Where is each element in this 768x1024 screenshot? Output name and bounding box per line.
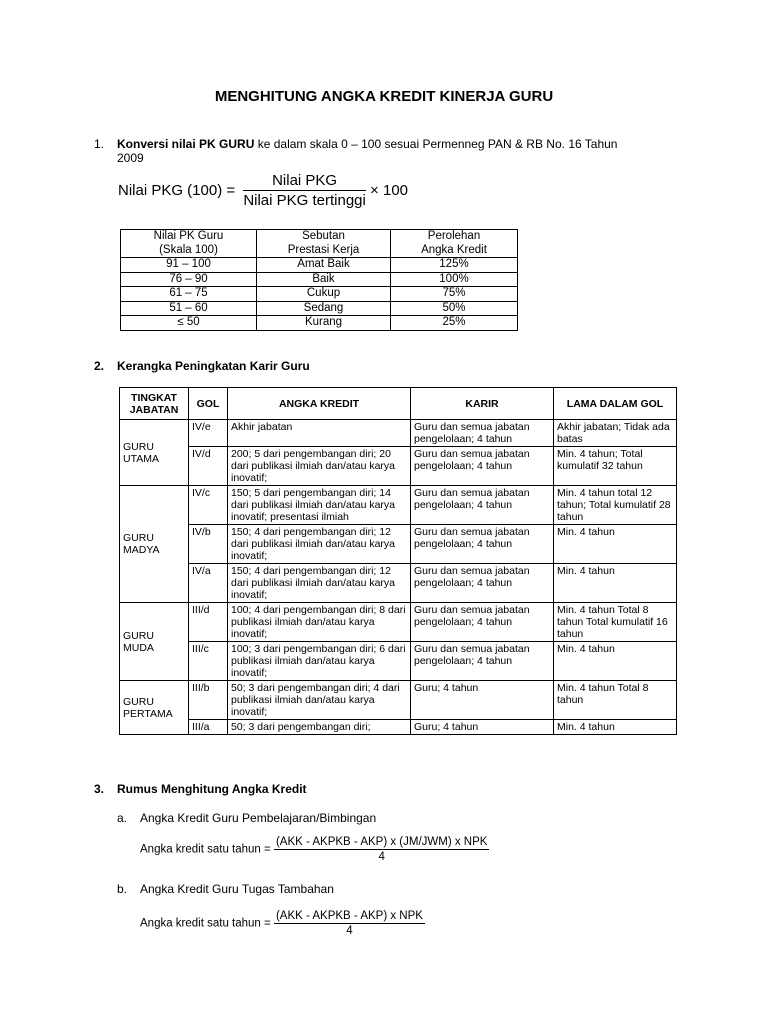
pkg-formula-numerator: Nilai PKG: [243, 172, 366, 191]
karir-cell: Guru dan semua jabatan pengelolaan; 4 tahun: [411, 447, 554, 486]
conversion-header-cell: [391, 230, 518, 258]
pkg-formula-fraction: [243, 172, 366, 209]
angka-kredit-cell: 50; 3 dari pengembangan diri; 4 dari publikasi ilmiah dan/atau karya inovatif;: [228, 681, 411, 720]
pkg-formula-lhs: Nilai PKG (100) =: [118, 182, 236, 199]
gol-cell: IV/d: [189, 447, 228, 486]
lama-cell: Min. 4 tahun: [554, 642, 677, 681]
conversion-table: [120, 229, 518, 331]
header-tingkat-jabatan: TINGKAT JABATAN: [120, 388, 189, 420]
gol-cell: III/c: [189, 642, 228, 681]
jabatan-guru-utama: GURU UTAMA: [120, 420, 189, 486]
table-cell: 75%: [391, 287, 518, 302]
lama-cell: Min. 4 tahun: [554, 525, 677, 564]
header-line: Sebutan: [302, 230, 345, 242]
angka-kredit-cell: 150; 4 dari pengembangan diri; 12 dari publikasi ilmiah dan/atau karya inovatif;: [228, 564, 411, 603]
table-row: [120, 564, 677, 603]
lama-cell: Min. 4 tahun: [554, 564, 677, 603]
lama-cell: Min. 4 tahun total 12 tahun; Total kumulatif 28 tahun: [554, 486, 677, 525]
karir-cell: Guru dan semua jabatan pengelolaan; 4 tahun: [411, 486, 554, 525]
table-row: [120, 486, 677, 525]
header-line: Angka Kredit: [421, 243, 487, 256]
table-cell: 91 – 100: [121, 258, 257, 273]
header-angka-kredit: ANGKA KREDIT: [228, 388, 411, 420]
jabatan-guru-madya: GURU MADYA: [120, 486, 189, 603]
header-gol: GOL: [189, 388, 228, 420]
table-row: [121, 316, 518, 331]
angka-kredit-cell: 150; 5 dari pengembangan diri; 14 dari publikasi ilmiah dan/atau karya inovatif; presentasi ilmiah: [228, 486, 411, 525]
formula-b-fraction: [274, 910, 425, 937]
angka-kredit-cell: 100; 4 dari pengembangan diri; 8 dari publikasi ilmiah dan/atau karya inovatif;: [228, 603, 411, 642]
table-cell: 25%: [391, 316, 518, 331]
table-cell: 100%: [391, 272, 518, 287]
formula-a-lhs: Angka kredit satu tahun =: [140, 843, 271, 856]
header-line: Prestasi Kerja: [287, 243, 360, 256]
table-cell: 61 – 75: [121, 287, 257, 302]
conversion-header-cell: [257, 230, 391, 258]
lama-cell: Min. 4 tahun Total 8 tahun: [554, 681, 677, 720]
section-1-intro: [117, 137, 677, 165]
table-cell: 125%: [391, 258, 518, 273]
pkg-formula-multiplier: × 100: [370, 182, 409, 199]
page-title: MENGHITUNG ANGKA KREDIT KINERJA GURU: [214, 88, 554, 105]
sub-a-label: a.: [117, 811, 128, 825]
pkg-formula-denominator: Nilai PKG tertinggi: [243, 192, 366, 209]
sub-b-label: b.: [117, 882, 128, 896]
table-row: [121, 272, 518, 287]
table-cell: Kurang: [257, 316, 391, 331]
karir-cell: Guru dan semua jabatan pengelolaan; 4 tahun: [411, 642, 554, 681]
gol-cell: IV/c: [189, 486, 228, 525]
header-line: Perolehan: [427, 230, 481, 242]
table-row: [120, 420, 677, 447]
sub-a-text: Angka Kredit Guru Pembelajaran/Bimbingan: [140, 811, 377, 825]
table-row: [121, 287, 518, 302]
sub-b-text: Angka Kredit Guru Tugas Tambahan: [140, 882, 334, 896]
karir-cell: Guru dan semua jabatan pengelolaan; 4 tahun: [411, 603, 554, 642]
header-line: Nilai PK Guru: [153, 230, 224, 242]
angka-kredit-cell: 50; 3 dari pengembangan diri;: [228, 720, 411, 735]
angka-kredit-cell: 100; 3 dari pengembangan diri; 6 dari publikasi ilmiah dan/atau karya inovatif;: [228, 642, 411, 681]
formula-b-numerator: (AKK - AKPKB - AKP) x NPK: [275, 910, 423, 922]
formula-b-lhs: Angka kredit satu tahun =: [140, 917, 271, 930]
table-cell: 51 – 60: [121, 301, 257, 316]
formula-b: [140, 910, 425, 937]
karir-cell: Guru; 4 tahun: [411, 681, 554, 720]
gol-cell: IV/e: [189, 420, 228, 447]
gol-cell: III/b: [189, 681, 228, 720]
angka-kredit-cell: 200; 5 dari pengembangan diri; 20 dari publikasi ilmiah dan/atau karya inovatif;: [228, 447, 411, 486]
section-3-heading: Rumus Menghitung Angka Kredit: [117, 782, 307, 796]
pkg-formula: [118, 172, 408, 216]
gol-cell: IV/a: [189, 564, 228, 603]
conversion-table-header: [121, 230, 518, 258]
section-1-bold-text: Konversi nilai PK GURU: [117, 137, 255, 151]
angka-kredit-cell: Akhir jabatan: [228, 420, 411, 447]
angka-kredit-cell: 150; 4 dari pengembangan diri; 12 dari publikasi ilmiah dan/atau karya inovatif;: [228, 525, 411, 564]
table-cell: 76 – 90: [121, 272, 257, 287]
karir-cell: Guru dan semua jabatan pengelolaan; 4 tahun: [411, 525, 554, 564]
karir-cell: Guru dan semua jabatan pengelolaan; 4 tahun: [411, 564, 554, 603]
section-1-number: 1.: [94, 137, 105, 151]
lama-cell: Min. 4 tahun; Total kumulatif 32 tahun: [554, 447, 677, 486]
table-cell: Baik: [257, 272, 391, 287]
table-cell: ≤ 50: [121, 316, 257, 331]
jabatan-guru-pertama: GURU PERTAMA: [120, 681, 189, 735]
jabatan-guru-muda: GURU MUDA: [120, 603, 189, 681]
lama-cell: Min. 4 tahun: [554, 720, 677, 735]
section-1-rest-text: ke dalam skala 0 – 100 sesuai Permenneg PAN & RB No. 16 Tahun: [254, 137, 618, 151]
career-table-header: [120, 388, 677, 420]
formula-a: [140, 836, 489, 863]
lama-cell: Akhir jabatan; Tidak ada batas: [554, 420, 677, 447]
table-row: [120, 642, 677, 681]
table-cell: Amat Baik: [257, 258, 391, 273]
header-karir: KARIR: [411, 388, 554, 420]
header-line: (Skala 100): [159, 243, 218, 256]
conversion-header-cell: [121, 230, 257, 258]
karir-cell: Guru dan semua jabatan pengelolaan; 4 tahun: [411, 420, 554, 447]
table-row: [120, 681, 677, 720]
gol-cell: III/d: [189, 603, 228, 642]
table-row: [120, 525, 677, 564]
table-row: [121, 301, 518, 316]
formula-a-numerator: (AKK - AKPKB - AKP) x (JM/JWM) x NPK: [275, 836, 488, 848]
formula-a-denominator: 4: [378, 851, 385, 863]
karir-cell: Guru; 4 tahun: [411, 720, 554, 735]
table-row: [120, 447, 677, 486]
table-cell: 50%: [391, 301, 518, 316]
formula-a-fraction: [274, 836, 490, 863]
formula-b-denominator: 4: [346, 925, 353, 937]
table-cell: Cukup: [257, 287, 391, 302]
header-lama-dalam-gol: LAMA DALAM GOL: [554, 388, 677, 420]
section-2-number: 2.: [94, 359, 105, 373]
table-row: [121, 258, 518, 273]
section-2-heading: Kerangka Peningkatan Karir Guru: [117, 359, 310, 373]
career-table: [119, 387, 677, 735]
section-3-number: 3.: [94, 782, 105, 796]
table-cell: Sedang: [257, 301, 391, 316]
table-row: [120, 720, 677, 735]
gol-cell: IV/b: [189, 525, 228, 564]
table-row: [120, 603, 677, 642]
lama-cell: Min. 4 tahun Total 8 tahun Total kumulatif 16 tahun: [554, 603, 677, 642]
section-1-line2: 2009: [117, 151, 144, 165]
gol-cell: III/a: [189, 720, 228, 735]
